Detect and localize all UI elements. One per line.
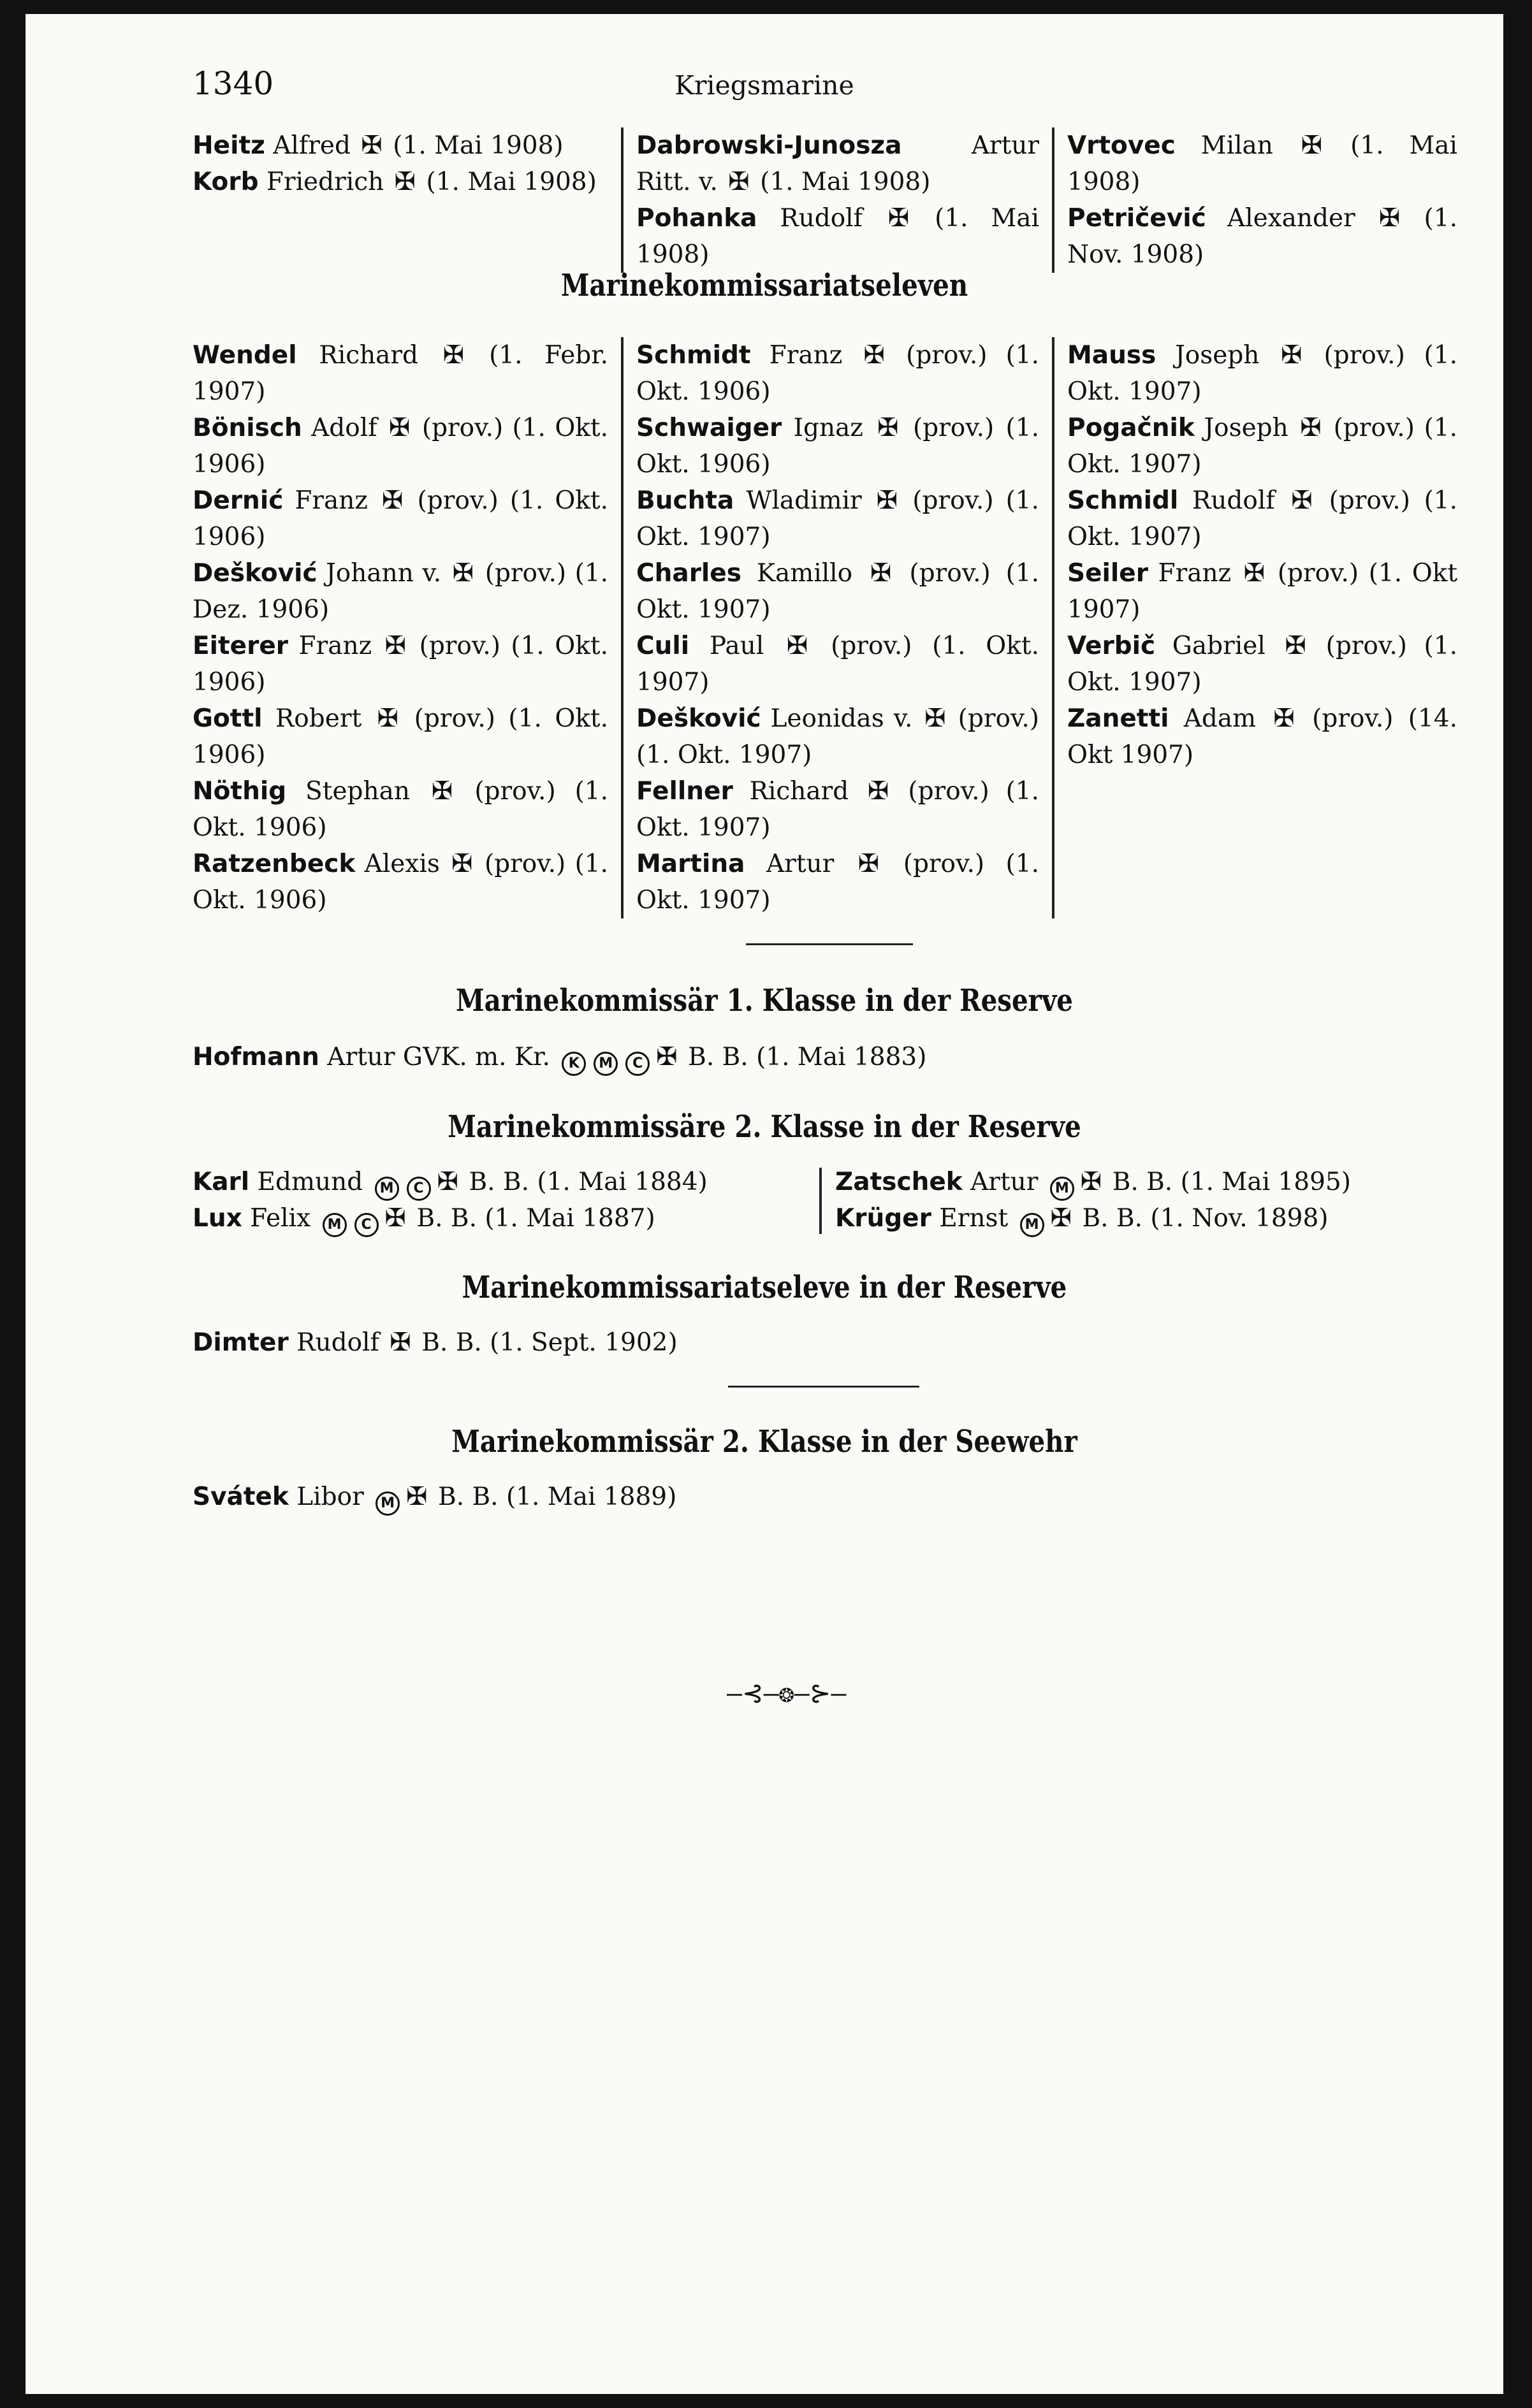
entry-surname: Ratzenbeck (193, 850, 356, 878)
badge-k-icon: K (562, 1052, 586, 1076)
entry-text: Leonidas v. (761, 704, 923, 733)
entry-text: (prov.) (1. Okt. 1907) (1067, 414, 1457, 479)
entry-text: (prov.) (1. Okt. 1907) (1067, 632, 1457, 697)
section1-col-3 (1054, 337, 1457, 918)
entry-given: Artur GVK. m. Kr. (319, 1043, 550, 1071)
entry-text: Richard (296, 341, 441, 370)
entry-tail: B. B. (1. Sept. 1902) (413, 1328, 678, 1357)
running-title: Kriegsmarine (675, 70, 854, 101)
entry-surname: Pogačnik (1067, 414, 1195, 442)
section1-columns (193, 337, 1457, 918)
entry-text: (prov.) (1. Okt. 1906) (636, 414, 1039, 479)
entry-surname: Schmidt (636, 341, 751, 370)
entry-text: (prov.) (1. Okt 1907) (1067, 559, 1457, 624)
entry-text: Friedrich (258, 168, 392, 196)
entry-lux (193, 1200, 655, 1237)
entry-text: Alfred (265, 131, 359, 160)
entry-text: Alexis (355, 850, 449, 878)
top-col-1 (193, 127, 624, 273)
cross-icon: ✠ (786, 631, 808, 660)
section1-col-1 (193, 337, 624, 918)
entry-text: (prov.) (1. Okt. 1907) (1067, 341, 1457, 406)
top-col-2 (624, 127, 1054, 273)
cross-icon: ✠ (381, 486, 404, 515)
entry-text: Ignaz (782, 414, 875, 442)
cross-icon: ✠ (1301, 131, 1323, 160)
badge-m-icon: M (594, 1052, 618, 1076)
entry-dimter (193, 1324, 678, 1361)
cross-icon: ✠ (361, 131, 383, 160)
badge-m-icon: M (375, 1177, 399, 1201)
cross-icon: ✠ (1080, 1167, 1102, 1196)
page-number: 1340 (193, 65, 274, 102)
entry-text: (prov.) (1. Okt. 1906) (193, 486, 608, 551)
section-divider (746, 943, 913, 945)
entry-text: Robert (262, 704, 375, 733)
cross-icon: ✠ (863, 340, 885, 370)
cross-icon: ✠ (384, 631, 407, 660)
entry-text: Joseph (1194, 414, 1298, 442)
entry-surname: Hofmann (193, 1043, 319, 1071)
entry-text: Kamillo (741, 559, 868, 588)
entry-text: (prov.) (1. Okt. 1907) (1067, 486, 1457, 551)
entry-text: (1. Mai 1908) (418, 168, 597, 196)
cross-icon: ✠ (868, 776, 889, 806)
entry-text: (prov.) (1. Okt. 1906) (193, 704, 608, 769)
cross-icon: ✠ (1300, 413, 1322, 442)
list-item (636, 700, 1039, 773)
badge-c-icon: C (354, 1213, 379, 1237)
end-ornament: —⊰—❂—⊱— (727, 1679, 847, 1708)
entry-surname: Martina (636, 850, 745, 878)
list-item (193, 127, 608, 164)
entry-surname: Dabrowski-Junosza (636, 131, 902, 160)
cross-icon: ✠ (394, 167, 416, 196)
cross-icon: ✠ (877, 413, 899, 442)
list-item (636, 628, 1039, 700)
entry-text: Rudolf (1178, 486, 1289, 515)
entry-tail: B. B. (1. Mai 1883) (680, 1043, 927, 1071)
entry-surname: Buchta (636, 486, 734, 515)
cross-icon: ✠ (887, 203, 910, 233)
section-heading-commissary-1st-class-reserve: Marinekommissär 1. Klasse in der Reserve (456, 983, 1073, 1019)
entry-surname: Wendel (193, 341, 297, 370)
cross-icon: ✠ (870, 558, 892, 588)
list-item (193, 482, 608, 555)
entry-surname: Zatschek (835, 1168, 963, 1196)
list-item (193, 555, 608, 628)
list-item (636, 127, 1039, 200)
cross-icon: ✠ (377, 704, 399, 733)
entry-details (636, 632, 1039, 697)
cross-icon: ✠ (451, 849, 473, 878)
badge-m-icon: M (1020, 1213, 1044, 1237)
entry-text: (1. Nov. 1908) (1067, 204, 1457, 269)
column-separator (819, 1168, 822, 1234)
entry-text: (prov.) (1. Okt. 1907) (636, 777, 1039, 842)
entry-text: Franz (750, 341, 861, 370)
cross-icon: ✠ (384, 1203, 407, 1233)
entry-text: Alexander (1206, 204, 1376, 233)
entry-text: Franz (288, 632, 383, 660)
entry-given: Libor (288, 1483, 364, 1511)
list-item (636, 555, 1039, 628)
entry-text: Rudolf (757, 204, 886, 233)
entry-surname: Charles (636, 559, 741, 588)
entry-tail: B. B. (1. Mai 1895) (1104, 1168, 1351, 1196)
list-item (193, 164, 608, 200)
cross-icon: ✠ (406, 1482, 428, 1511)
top-col-3 (1054, 127, 1457, 273)
cross-icon: ✠ (452, 558, 474, 588)
entry-surname: Korb (193, 168, 259, 196)
entry-text: Paul (689, 632, 784, 660)
entry-surname: Schmidl (1067, 486, 1179, 515)
entry-details (265, 131, 564, 160)
entry-text: (prov.) (1. Okt. 1906) (193, 414, 608, 479)
entry-surname: Zanetti (1067, 704, 1169, 733)
entry-given: Ernst (931, 1204, 1009, 1233)
entry-text: (prov.) (1. Dez. 1906) (193, 559, 608, 624)
list-item (1067, 200, 1457, 273)
entry-text: (prov.) (1. Okt. 1907) (636, 704, 1039, 769)
list-item (636, 482, 1039, 555)
entry-tail: B. B. (1. Mai 1884) (461, 1168, 708, 1196)
entry-surname: Culi (636, 632, 690, 660)
cross-icon: ✠ (1378, 203, 1401, 233)
entry-text: Richard (733, 777, 866, 806)
cross-icon: ✠ (437, 1167, 459, 1196)
entry-surname: Fellner (636, 777, 733, 806)
entry-tail: B. B. (1. Mai 1889) (430, 1483, 677, 1511)
entry-surname: Dernić (193, 486, 284, 515)
entry-zatschek (835, 1164, 1351, 1201)
entry-text: (1. Mai 1908) (384, 131, 564, 160)
page (26, 14, 1503, 2394)
list-item (636, 200, 1039, 273)
list-item (193, 773, 608, 846)
entry-text: (prov.) (1. Okt. 1907) (636, 632, 1039, 697)
cross-icon: ✠ (876, 486, 898, 515)
entry-surname: Svátek (193, 1483, 289, 1511)
badge-c-icon: C (407, 1177, 431, 1201)
entry-hofmann (193, 1039, 926, 1076)
list-item (1067, 628, 1457, 700)
cross-icon: ✠ (1243, 558, 1266, 588)
section-heading-commissariat-pupil-reserve: Marinekommissariatseleve in der Reserve (462, 1270, 1067, 1305)
entry-krueger (835, 1200, 1328, 1237)
section-heading-commissary-2nd-class-seewehr: Marinekommissär 2. Klasse in der Seewehr (451, 1424, 1077, 1460)
entry-text: (prov.) (1. Okt. 1907) (636, 850, 1039, 915)
entry-text: (prov.) (14. Okt 1907) (1067, 704, 1457, 769)
entry-surname: Vrtovec (1067, 131, 1176, 160)
entry-text: (1. Febr. 1907) (193, 341, 609, 406)
entry-text: Artur Ritt. v. (636, 131, 1039, 196)
entry-text: (1. Mai 1908) (636, 204, 1039, 269)
entry-text: (prov.) (1. Okt. 1907) (636, 486, 1040, 551)
entry-text: Franz (283, 486, 379, 515)
cross-icon: ✠ (442, 340, 465, 370)
entry-tail: B. B. (1. Nov. 1898) (1074, 1204, 1329, 1233)
list-item (193, 846, 608, 918)
list-item (193, 628, 608, 700)
entry-tail: B. B. (1. Mai 1887) (409, 1204, 655, 1233)
entry-text: Johann v. (317, 559, 450, 588)
badge-m-icon: M (376, 1491, 400, 1516)
cross-icon: ✠ (1273, 704, 1295, 733)
section1-col-2 (624, 337, 1054, 918)
entry-text: (prov.) (1. Okt. 1907) (636, 559, 1040, 624)
badge-m-icon: M (1050, 1177, 1074, 1201)
entry-text: (prov.) (1. Okt. 1906) (193, 777, 609, 842)
entry-surname: Gottl (193, 704, 263, 733)
entry-given: Rudolf (288, 1328, 379, 1357)
entry-surname: Heitz (193, 131, 265, 160)
entry-surname: Dešković (636, 704, 761, 733)
cross-icon: ✠ (1281, 340, 1302, 370)
list-item (1067, 700, 1457, 773)
list-item (193, 410, 608, 482)
list-item (636, 773, 1039, 846)
entry-text: Stephan (286, 777, 429, 806)
section-heading-commissaries-2nd-class-reserve: Marinekommissäre 2. Klasse in der Reserve (448, 1109, 1081, 1145)
entry-surname: Mauss (1067, 341, 1156, 370)
cross-icon: ✠ (431, 776, 453, 806)
entry-surname: Seiler (1067, 559, 1148, 588)
entry-details (258, 168, 596, 196)
cross-icon: ✠ (656, 1042, 678, 1071)
entry-surname: Karl (193, 1168, 250, 1196)
entry-text: (prov.) (1. Okt. 1906) (193, 632, 608, 697)
entry-text: Adolf (302, 414, 386, 442)
entry-surname: Nöthig (193, 777, 287, 806)
entry-surname: Schwaiger (636, 414, 782, 442)
list-item (193, 700, 608, 773)
entry-text: (prov.) (1. Okt. 1906) (193, 850, 609, 915)
badge-c-icon: C (625, 1052, 650, 1076)
cross-icon: ✠ (390, 1328, 411, 1357)
list-item (193, 337, 608, 410)
cross-icon: ✠ (728, 167, 750, 196)
list-item (636, 410, 1039, 482)
section-heading-commissariat-pupils: Marinekommissariatseleven (560, 268, 968, 303)
entry-surname: Verbič (1067, 632, 1156, 660)
cross-icon: ✠ (1291, 486, 1313, 515)
entry-given: Edmund (249, 1168, 363, 1196)
entry-surname: Lux (193, 1204, 242, 1233)
cross-icon: ✠ (388, 413, 411, 442)
cross-icon: ✠ (857, 849, 880, 878)
cross-icon: ✠ (924, 704, 946, 733)
entry-text: Franz (1148, 559, 1241, 588)
list-item (636, 846, 1039, 918)
list-item (1067, 337, 1457, 410)
entry-surname: Dimter (193, 1328, 289, 1357)
entry-given: Artur (962, 1168, 1039, 1196)
entry-text: Adam (1169, 704, 1271, 733)
entry-svatek (193, 1479, 676, 1516)
section-divider-2 (728, 1386, 919, 1388)
entry-karl (193, 1164, 708, 1201)
page-header (26, 59, 1503, 116)
entry-text: Gabriel (1155, 632, 1283, 660)
list-item (1067, 555, 1457, 628)
entry-text: (1. Mai 1908) (1067, 131, 1457, 196)
entry-surname: Krüger (835, 1204, 931, 1233)
entry-text: Artur (745, 850, 856, 878)
badge-m-icon: M (323, 1213, 347, 1237)
entry-surname: Pohanka (636, 204, 757, 233)
entry-text: (prov.) (1. Okt. 1906) (636, 341, 1039, 406)
entry-given: Felix (242, 1204, 311, 1233)
list-item (1067, 482, 1457, 555)
list-item (636, 337, 1039, 410)
top-entries (193, 127, 1457, 273)
entry-text: Joseph (1156, 341, 1279, 370)
entry-text: Milan (1175, 131, 1299, 160)
list-item (1067, 410, 1457, 482)
entry-text: Wladimir (734, 486, 874, 515)
list-item (1067, 127, 1457, 200)
entry-surname: Dešković (193, 559, 317, 588)
entry-surname: Eiterer (193, 632, 289, 660)
entry-text: (1. Mai 1908) (752, 168, 931, 196)
cross-icon: ✠ (1285, 631, 1306, 660)
cross-icon: ✠ (1050, 1203, 1072, 1233)
entry-surname: Bönisch (193, 414, 302, 442)
entry-surname: Petričević (1067, 204, 1206, 233)
